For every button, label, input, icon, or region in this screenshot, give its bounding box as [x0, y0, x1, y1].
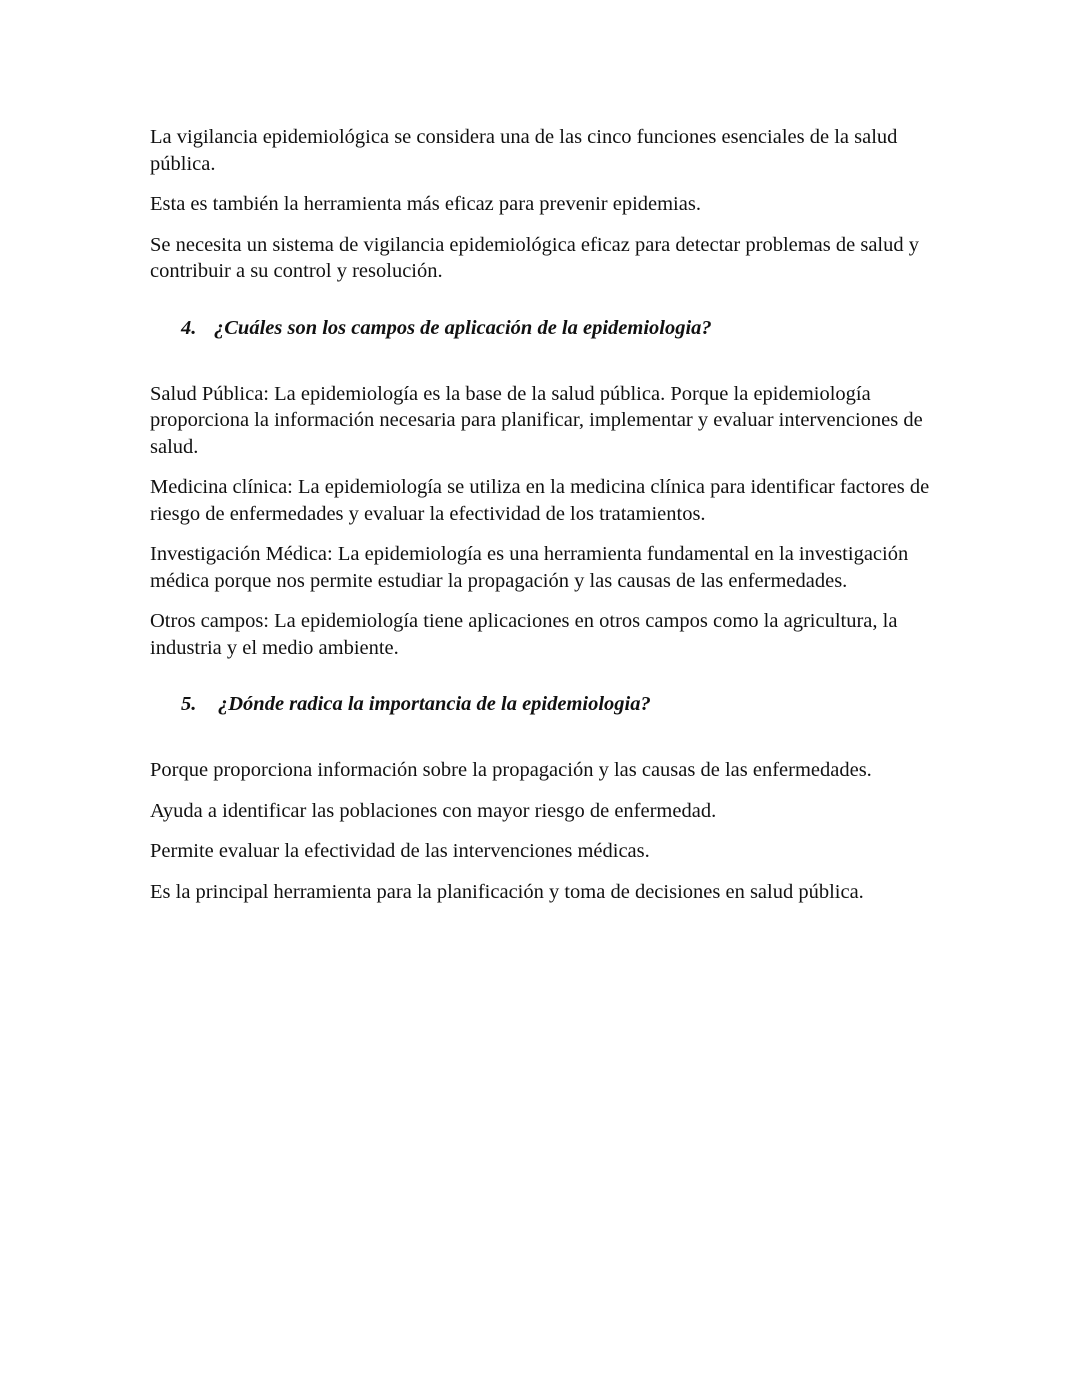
section-5-heading — [150, 691, 940, 717]
section-4-paragraph-medicina-clinica: Medicina clínica: La epidemiología se utiliza en la medicina clínica para identificar factores de riesgo de enfermedades y evaluar la efectividad de los tratamientos. — [150, 476, 930, 525]
section-4-heading — [150, 315, 940, 341]
section-5-paragraph-1: Porque proporciona información sobre la propagación y las causas de las enfermedades. — [150, 759, 872, 781]
section-5-title: ¿Dónde radica la importancia de la epidemiologia? — [218, 693, 651, 715]
document-page — [150, 124, 940, 919]
section-5-paragraph-3: Permite evaluar la efectividad de las intervenciones médicas. — [150, 840, 650, 862]
section-5-paragraph-2: Ayuda a identificar las poblaciones con mayor riesgo de enfermedad. — [150, 799, 717, 822]
intro-paragraph-2: Esta es también la herramienta más eficaz para prevenir epidemias. — [150, 193, 701, 215]
intro-paragraph-1: La vigilancia epidemiológica se considera una de las cinco funciones esenciales de la salud pública. — [150, 126, 898, 175]
section-4-number: 4. — [181, 316, 197, 339]
intro-paragraph-3: Se necesita un sistema de vigilancia epidemiológica eficaz para detectar problemas de salud y contribuir a su control y resolución. — [150, 233, 920, 282]
section-4-title: ¿Cuáles son los campos de aplicación de la epidemiologia? — [214, 316, 712, 339]
section-4-paragraph-otros-campos: Otros campos: La epidemiología tiene aplicaciones en otros campos como la agricultura, la industria y el medio ambiente. — [150, 610, 898, 659]
section-5-paragraph-4: Es la principal herramienta para la planificación y toma de decisiones en salud pública. — [150, 880, 864, 903]
section-5-number: 5. — [181, 693, 197, 715]
section-4-paragraph-investigacion-medica: Investigación Médica: La epidemiología es una herramienta fundamental en la investigación médica porque nos permite estudiar la propagación y las causas de las enfermedades. — [150, 543, 909, 592]
section-4-paragraph-salud-publica: Salud Pública: La epidemiología es la base de la salud pública. Porque la epidemiología proporciona la información necesaria para planificar, implementar y evaluar intervenciones de salud. — [150, 382, 923, 458]
